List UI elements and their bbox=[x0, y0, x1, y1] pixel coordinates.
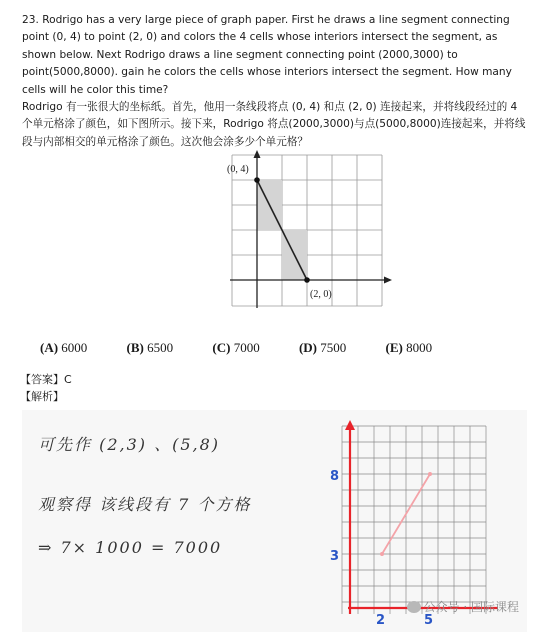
endpoint-end bbox=[304, 277, 310, 283]
problem-text-en: 23. Rodrigo has a very large piece of graph paper. First he draws a line segment connecting point (0, 4) to point (2, 0) and colors the 4 cells whose interiors intersect the segment, as shown below. Next Rodrigo draws a line segment connecting point (2000,3000) to point(5000,8000). gain he colors the cells whose interiors intersect the segment. How many cells will he color this time? bbox=[22, 14, 512, 96]
endpoint-start bbox=[254, 177, 260, 183]
answer-label: 【答案】 bbox=[20, 373, 64, 386]
label-start: (0, 4) bbox=[227, 164, 249, 175]
analysis-label: 【解析】 bbox=[20, 390, 64, 403]
shaded-cell bbox=[257, 205, 282, 230]
choice-d: (D) 7500 bbox=[298, 340, 347, 355]
handwritten-line-3: ⇒ 7× 1000 = 7000 bbox=[38, 538, 223, 557]
watermark bbox=[407, 598, 519, 615]
wechat-icon bbox=[407, 601, 421, 613]
choice-c: (C) 7000 bbox=[212, 340, 260, 355]
point-5-8 bbox=[428, 472, 432, 476]
shaded-cell bbox=[282, 230, 307, 255]
choice-b: (B) 6500 bbox=[126, 340, 174, 355]
shaded-cell bbox=[282, 255, 307, 280]
handwritten-line-2: 观察得 该线段有 7 个方格 bbox=[38, 495, 252, 514]
handwritten-grid bbox=[322, 418, 502, 626]
choice-a: (A) 6000 bbox=[40, 340, 88, 355]
watermark-text: 公众号 · 国际课程 bbox=[423, 600, 519, 614]
answer-choices bbox=[40, 340, 468, 356]
choice-e: (E) 8000 bbox=[385, 340, 433, 355]
grid-figure bbox=[222, 150, 392, 318]
answer-line bbox=[20, 371, 72, 388]
red-y-arrow-icon bbox=[345, 420, 355, 430]
handwritten-line-1: 可先作 (2,3) 、(5,8) bbox=[38, 435, 221, 454]
axis-label-3: 3 bbox=[330, 549, 340, 564]
point-2-3 bbox=[380, 552, 384, 556]
answer-value: C bbox=[64, 373, 72, 386]
problem-text-zh: Rodrigo 有一张很大的坐标纸。首先，他用一条线段将点 (0, 4) 和点 (2, 0) 连接起来，并将线段经过的 4 个单元格涂了颜色，如下图所示。接下来，Rodrigo 将点(2000,3000)与点(5000,8000)连接起来，并将线段与内部相交的单元格涂了颜色。这次他会涂多少个单元格？ bbox=[22, 101, 526, 148]
x-axis-arrow-icon bbox=[384, 277, 392, 284]
axis-label-x2: 2 bbox=[376, 613, 386, 626]
problem-statement bbox=[22, 12, 527, 151]
shaded-cell bbox=[257, 180, 282, 205]
axis-label-8: 8 bbox=[330, 469, 340, 484]
axis-label-x5: 5 bbox=[424, 613, 434, 626]
y-axis-arrow-icon bbox=[254, 150, 261, 158]
label-end: (2, 0) bbox=[310, 289, 332, 300]
